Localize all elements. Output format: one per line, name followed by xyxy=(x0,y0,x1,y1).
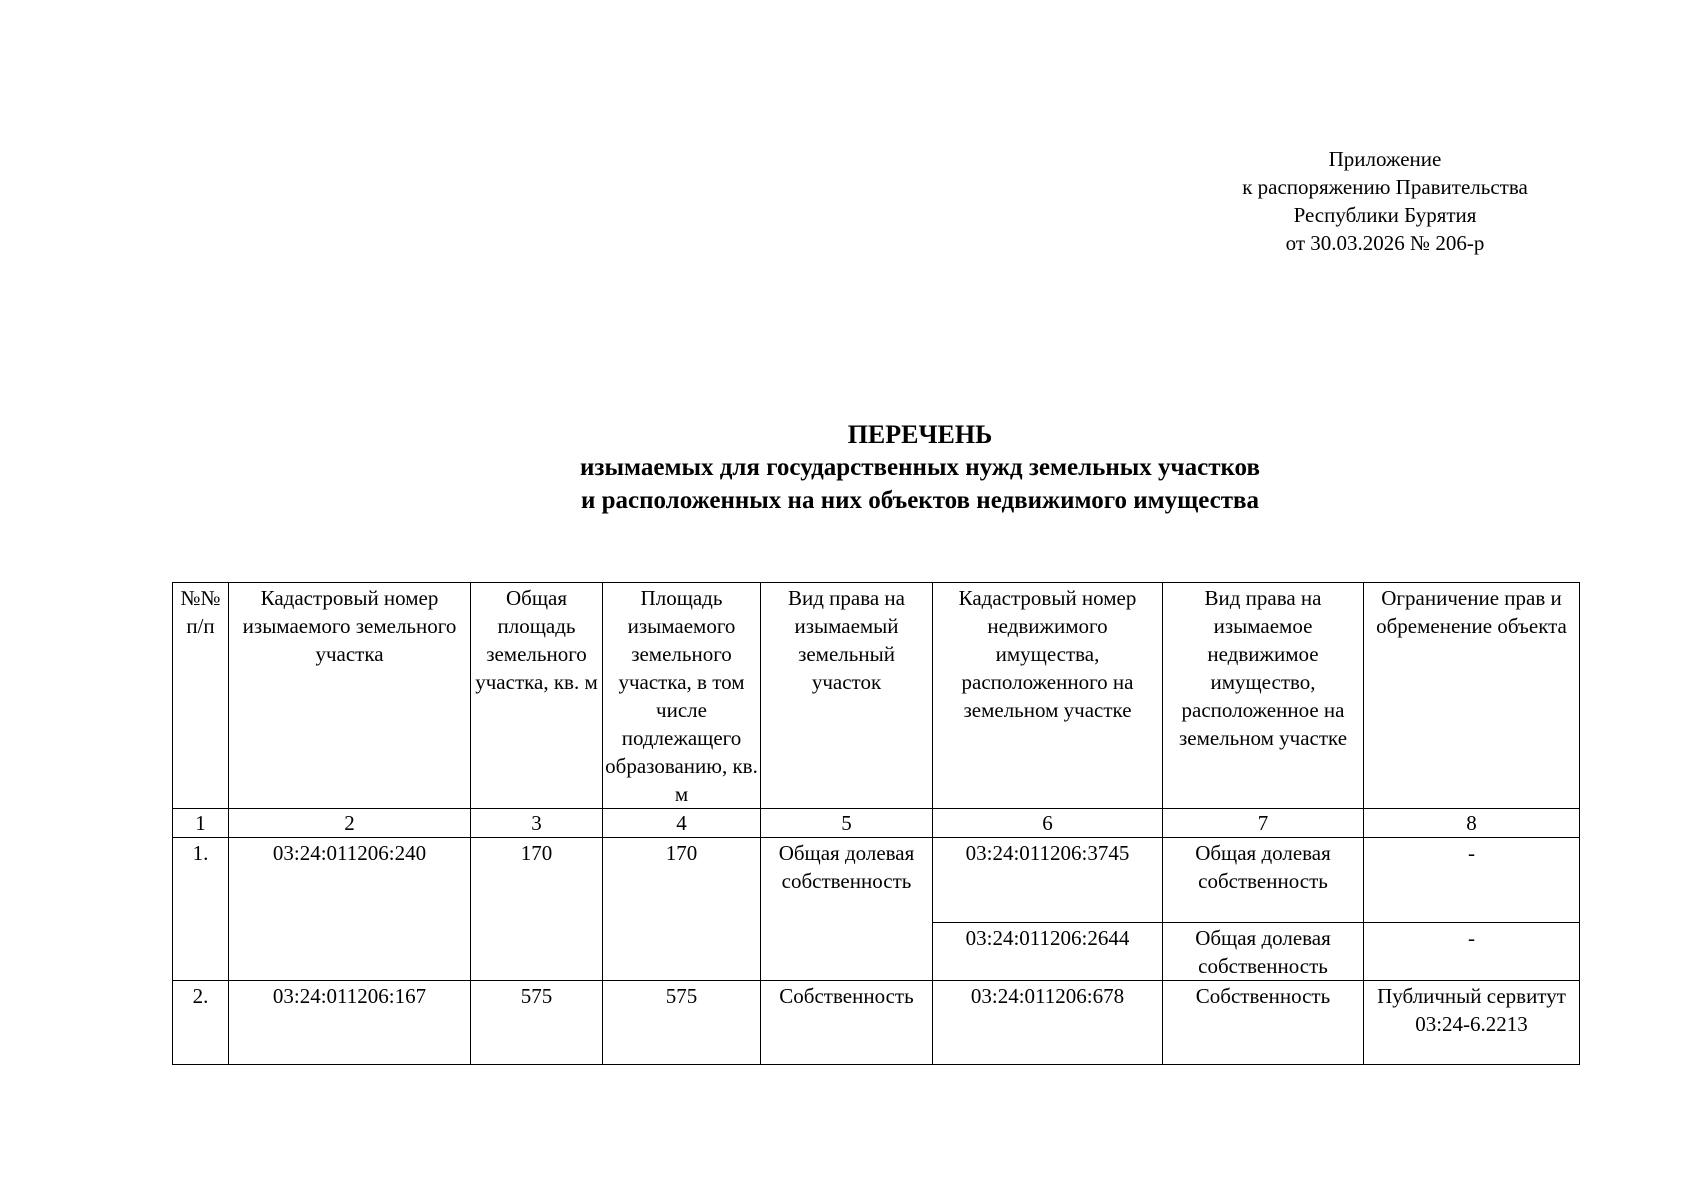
column-number: 2 xyxy=(229,809,471,838)
restriction-cell: - xyxy=(1364,838,1580,923)
object-right-cell: Собственность xyxy=(1163,981,1364,1065)
document-title xyxy=(370,418,1470,517)
header-cell: Кадастровый номер изымаемого земельного участка xyxy=(229,583,471,809)
appendix-line: Республики Бурятия xyxy=(1293,203,1477,227)
header-cell: Ограничение прав и обременение объекта xyxy=(1364,583,1580,809)
land-cadastral-cell: 03:24:011206:167 xyxy=(229,981,471,1065)
column-number: 4 xyxy=(603,809,761,838)
appendix-date: от 30.03.2026 № 206-р xyxy=(1285,231,1485,255)
header-cell: Площадь изымаемого земельного участка, в том числе подлежащего образованию, кв. м xyxy=(603,583,761,809)
title-subtitle: изымаемых для государственных нужд земельных участков xyxy=(580,454,1260,481)
object-cadastral-cell: 03:24:011206:2644 xyxy=(933,923,1163,981)
object-cadastral-cell: 03:24:011206:3745 xyxy=(933,838,1163,923)
header-cell: Общая площадь земельного участка, кв. м xyxy=(471,583,603,809)
column-number-row xyxy=(173,809,1580,838)
header-cell: Вид права на изымаемое недвижимое имущество, расположенное на земельном участке xyxy=(1163,583,1364,809)
total-area-cell: 170 xyxy=(471,838,603,981)
row-number-cell: 2. xyxy=(173,981,229,1065)
column-number: 1 xyxy=(173,809,229,838)
header-cell: №№ п/п xyxy=(173,583,229,809)
appendix-block xyxy=(1215,145,1555,257)
object-right-cell: Общая долевая собственность xyxy=(1163,838,1364,923)
column-number: 7 xyxy=(1163,809,1364,838)
title-main: ПЕРЕЧЕНЬ xyxy=(847,420,993,449)
table-row xyxy=(173,981,1580,1065)
header-cell: Кадастровый номер недвижимого имущества, расположенного на земельном участке xyxy=(933,583,1163,809)
column-number: 6 xyxy=(933,809,1163,838)
header-cell: Вид права на изымаемый земельный участок xyxy=(761,583,933,809)
column-number: 8 xyxy=(1364,809,1580,838)
land-right-cell: Общая долевая собственность xyxy=(761,838,933,981)
seized-area-cell: 575 xyxy=(603,981,761,1065)
restriction-cell: Публичный сервитут 03:24-6.2213 xyxy=(1364,981,1580,1065)
total-area-cell: 575 xyxy=(471,981,603,1065)
table-row xyxy=(173,838,1580,923)
seized-area-cell: 170 xyxy=(603,838,761,981)
column-number: 5 xyxy=(761,809,933,838)
title-subtitle: и расположенных на них объектов недвижимого имущества xyxy=(580,487,1260,514)
column-number: 3 xyxy=(471,809,603,838)
appendix-line: Приложение xyxy=(1328,147,1442,171)
row-number-cell: 1. xyxy=(173,838,229,981)
object-right-cell: Общая долевая собственность xyxy=(1163,923,1364,981)
land-right-cell: Собственность xyxy=(761,981,933,1065)
land-table xyxy=(172,582,1580,1065)
land-cadastral-cell: 03:24:011206:240 xyxy=(229,838,471,981)
restriction-cell: - xyxy=(1364,923,1580,981)
appendix-line: к распоряжению Правительства xyxy=(1242,175,1528,199)
object-cadastral-cell: 03:24:011206:678 xyxy=(933,981,1163,1065)
table-header-row xyxy=(173,583,1580,809)
